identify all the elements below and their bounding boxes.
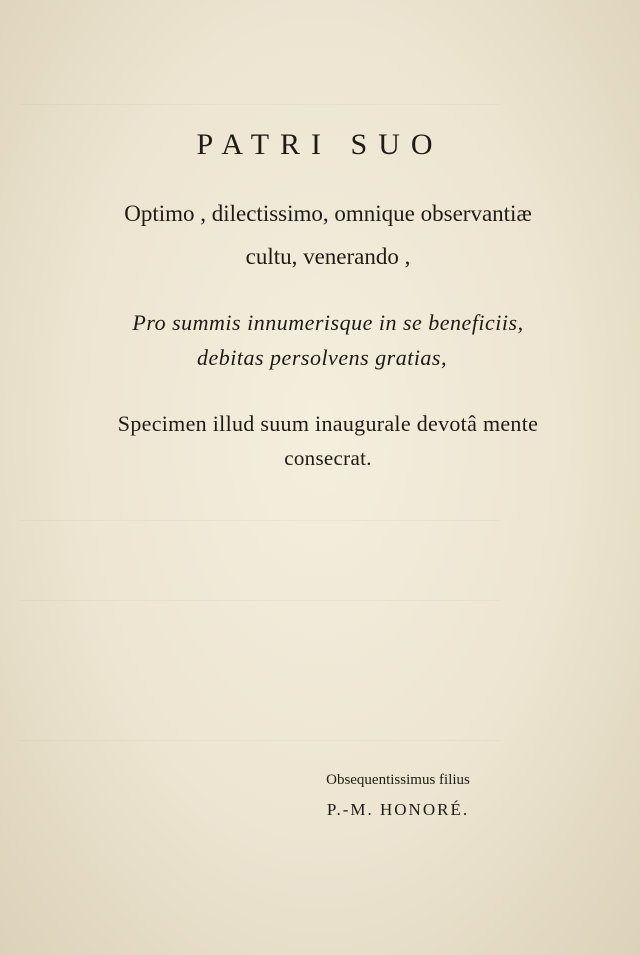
page-title: PATRI SUO xyxy=(196,128,444,161)
signature-closing: Obsequentissimus filius xyxy=(326,772,470,788)
bleed-through-line xyxy=(20,104,500,105)
bleed-through-line xyxy=(20,740,500,741)
dedication-line-1: Optimo , dilectissimo, omnique observantiæ xyxy=(124,201,532,226)
bleed-through-line xyxy=(20,600,500,601)
gratitude-line-2: debitas persolvens gratias, xyxy=(197,345,447,370)
bleed-through-line xyxy=(20,520,500,521)
specimen-line-1: Specimen illud suum inaugurale devotâ mente xyxy=(117,411,539,436)
gratitude-line-1: Pro summis innumerisque in se beneficiis, xyxy=(132,310,524,335)
specimen-line-2: consecrat. xyxy=(284,446,372,470)
dedication-line-2: cultu, venerando , xyxy=(245,244,411,269)
signature-name: P.-M. HONORÉ. xyxy=(326,800,470,819)
